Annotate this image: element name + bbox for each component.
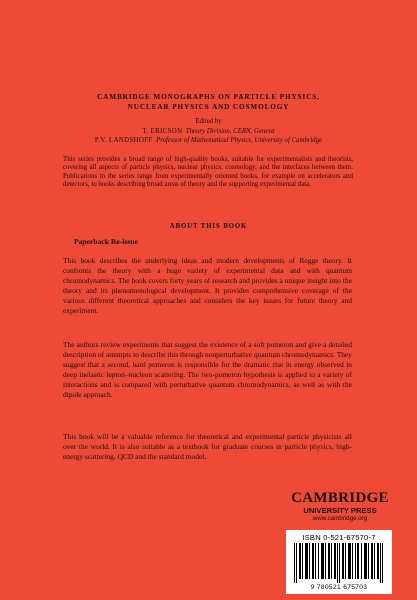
isbn-label: ISBN 0-521-67570-7 xyxy=(302,533,376,542)
editor-2 xyxy=(0,136,417,146)
series-title-line1: CAMBRIDGE MONOGRAPHS ON PARTICLE PHYSICS, xyxy=(97,93,320,101)
editor-1-name: T. ERICSON xyxy=(142,127,183,135)
editor-1-affiliation: Theory Division, CERN, Geneva xyxy=(185,127,275,135)
publisher-url: www.cambridge.org xyxy=(312,515,368,522)
editor-2-affiliation: Professor of Mathematical Physics, University of Cambridge xyxy=(156,137,323,144)
series-description: This series provides a broad range of high-quality books, suitable for experimentalists and theorists, covering all aspects of particle physics, nuclear physics, cosmology, and the interfaces between them. Publications in the series range from experimentally oriented books, for example on accelerators and detectors, to books describing broad areas of theory and the supporting experimental data. xyxy=(63,156,353,188)
publisher-logo xyxy=(285,491,395,523)
publisher-name: CAMBRIDGE xyxy=(291,490,389,506)
publisher-subtitle: UNIVERSITY PRESS xyxy=(303,506,377,515)
editor-1 xyxy=(0,127,417,137)
barcode-panel xyxy=(286,530,392,594)
barcode-digits: 9 780521 675703 xyxy=(310,584,368,591)
series-title xyxy=(0,92,417,112)
edited-by-label: Edited by xyxy=(195,118,222,125)
about-paragraph-2: The authors review experiments that suggest the existence of a soft pomeron and give a detailed description of attempts to describe this through nonperturbative quantum chromodynamics. They suggest that a second, hard pomeron is responsible for the dramatic rise in energy observed in deep inelastic lepton–nucleon scattering. The two-pomeron hypothesis is applied to a variety of interactions and is compared with perturbative quantum chromodynamics, as well as with the dipole approach. xyxy=(63,340,352,399)
about-paragraph-1: This book describes the underlying ideas and modern developments of Regge theory. It confronts the theory with a huge variety of experimental data and with quantum chromodynamics. The book covers forty years of research and provides a unique insight into the theory and its phenomenological development. It provides comprehensive coverage of the various different theoretical approaches and considers the key issues for future theory and experiment. xyxy=(63,256,352,315)
barcode-icon xyxy=(294,543,384,583)
about-heading: ABOUT THIS BOOK xyxy=(169,223,248,230)
about-paragraph-3: This book will be a valuable reference for theoretical and experimental particle physicists all over the world. It is also suitable as a textbook for graduate courses in particle physics, high-energy scattering, QCD and the standard model. xyxy=(63,432,352,461)
editor-2-name: P.V. LANDSHOFF xyxy=(94,137,153,144)
reissue-label: Paperback Re-issue xyxy=(74,237,138,246)
series-title-line2: NUCLEAR PHYSICS AND COSMOLOGY xyxy=(127,103,290,111)
series-editors xyxy=(0,117,417,146)
